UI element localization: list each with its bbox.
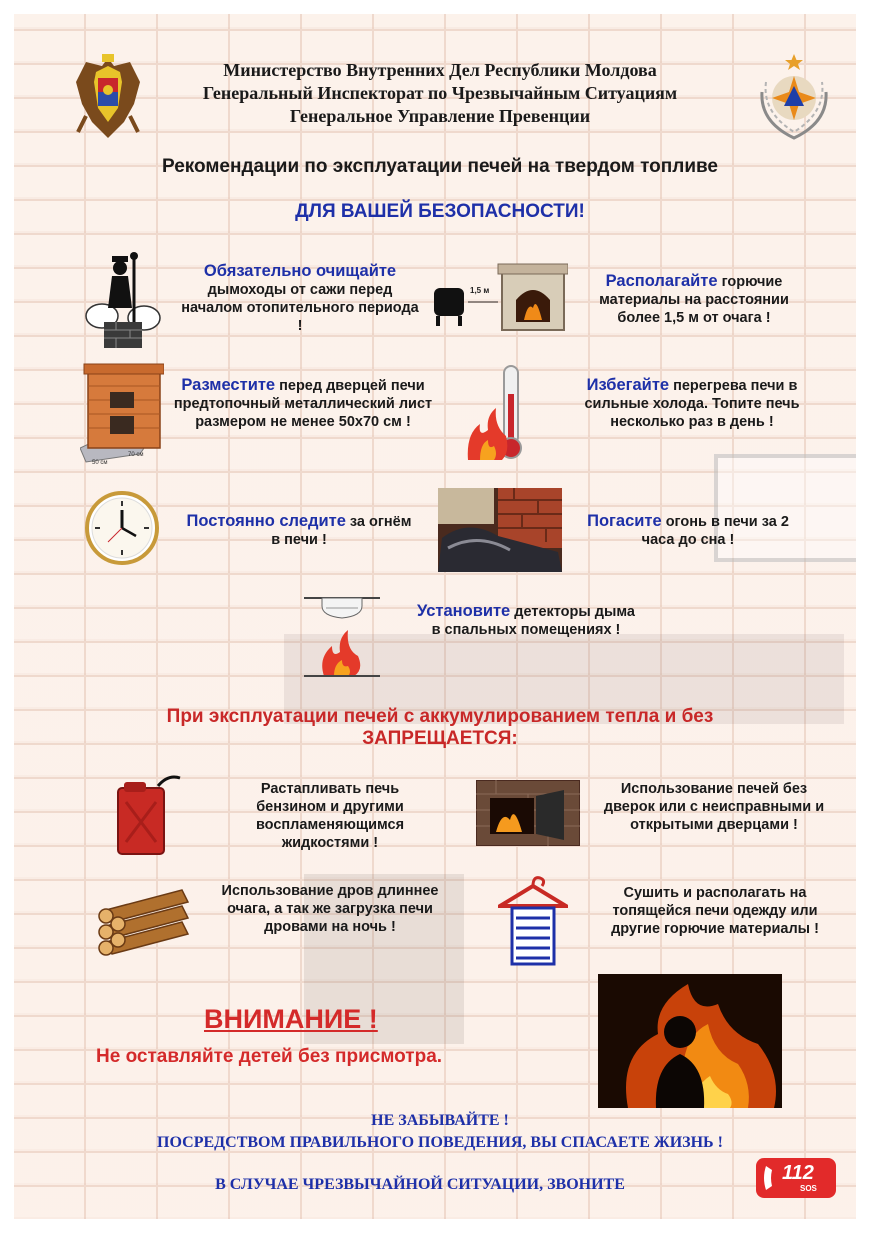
tip-overheat-text: перегрева печи в сильные холода. Топите печь несколько раз в день ! <box>584 378 800 430</box>
header-directorate: Генеральное Управление Превенции <box>289 106 591 126</box>
tip-extinguish-text: огонь в печи за 2 часа до сна ! <box>641 514 789 548</box>
tip-extinguish <box>586 512 790 549</box>
tip-watch-text: за огнём в печи ! <box>271 514 412 548</box>
clothes-hanger-icon <box>498 872 568 966</box>
sheet-dim-label-2: 70 см <box>128 452 144 458</box>
smoke-detector-icon <box>304 594 380 680</box>
emergency-service-emblem-icon <box>752 52 836 144</box>
footer-remember: НЕ ЗАБЫВАЙТЕ ! <box>371 1112 509 1129</box>
tip-smoke-detector <box>416 602 636 639</box>
ban-no-doors: Использование печей без дверок или с неисправными и открытыми дверцами ! <box>603 781 825 833</box>
tip-watch-highlight: Постоянно следите <box>186 512 346 530</box>
sheet-dim-label: 50 см <box>92 460 108 466</box>
tip-watch-fire <box>186 512 412 549</box>
tip-metal-sheet <box>172 376 434 431</box>
armchair-fireplace-icon <box>432 262 568 334</box>
tip-place-materials <box>578 272 810 327</box>
emergency-112-badge[interactable] <box>756 1158 836 1198</box>
header-ministry: Министерство Внутренних Дел Республики Молдова <box>223 60 657 80</box>
tip-place-highlight: Располагайте <box>605 272 718 290</box>
phone-number: 112 <box>782 1162 814 1184</box>
footer-call: В СЛУЧАЕ ЧРЕЗВЫЧАЙНОЙ СИТУАЦИИ, ЗВОНИТЕ <box>215 1176 625 1193</box>
moldova-coat-of-arms-icon <box>72 52 144 144</box>
tip-overheat-highlight: Избегайте <box>586 376 670 394</box>
phone-icon <box>762 1164 780 1192</box>
page-title: Рекомендации по эксплуатации печей на твердом топливе <box>162 156 718 177</box>
tip-clean-highlight: Обязательно очищайте <box>203 262 397 280</box>
tip-detector-text: детекторы дыма в спальных помещениях ! <box>431 604 635 638</box>
prohibited-heading-2: ЗАПРЕЩАЕТСЯ: <box>362 728 518 749</box>
gas-canister-icon <box>112 772 182 858</box>
thermometer-fire-icon <box>466 364 528 464</box>
attention-text: Не оставляйте детей без присмотра. <box>96 1046 443 1067</box>
prohibited-heading: При эксплуатации печей с аккумулированием тепла и без <box>166 706 714 727</box>
ban-drying-clothes: Сушить и располагать на топящейся печи одежду или другие горючие материалы ! <box>611 885 819 937</box>
tip-extinguish-highlight: Погасите <box>587 512 662 530</box>
footer-save-life: ПОСРЕДСТВОМ ПРАВИЛЬНОГО ПОВЕДЕНИЯ, ВЫ СПАСАЕТЕ ЖИЗНЬ ! <box>157 1134 723 1151</box>
tip-place-text: горючие материалы на расстоянии более 1,5 м от очага ! <box>599 274 789 326</box>
brick-stove-sheet-icon <box>80 362 164 466</box>
tip-detector-highlight: Установите <box>416 602 511 620</box>
attention-title: ВНИМАНИЕ ! <box>204 1004 378 1034</box>
ban-long-wood: Использование дров длиннее очага, а так же загрузка печи дровами на ночь ! <box>221 883 439 935</box>
clock-icon <box>84 490 160 566</box>
ban-gasoline: Растапливать печь бензином и другими воспламеняющимся жидкостями ! <box>255 781 405 851</box>
sleeping-person-photo <box>438 488 562 572</box>
firewood-logs-icon <box>92 880 192 960</box>
child-fire-photo <box>598 974 782 1108</box>
distance-label: 1,5 м <box>470 286 490 295</box>
tip-clean-chimney <box>180 262 420 335</box>
header-inspectorate: Генеральный Инспекторат по Чрезвычайным Ситуациям <box>202 83 678 103</box>
page-subtitle: ДЛЯ ВАШЕЙ БЕЗОПАСНОСТИ! <box>295 201 585 222</box>
open-stove-door-photo <box>476 780 580 846</box>
sos-label: SOS <box>800 1184 817 1193</box>
tip-clean-text: дымоходы от сажи перед началом отопительного периода ! <box>181 282 419 334</box>
chimney-sweep-icon <box>82 250 164 350</box>
tip-sheet-text: перед дверцей печи предтопочный металлический лист размером не менее 50х70 см ! <box>173 378 433 430</box>
tip-sheet-highlight: Разместите <box>181 376 276 394</box>
tip-avoid-overheat <box>574 376 810 431</box>
